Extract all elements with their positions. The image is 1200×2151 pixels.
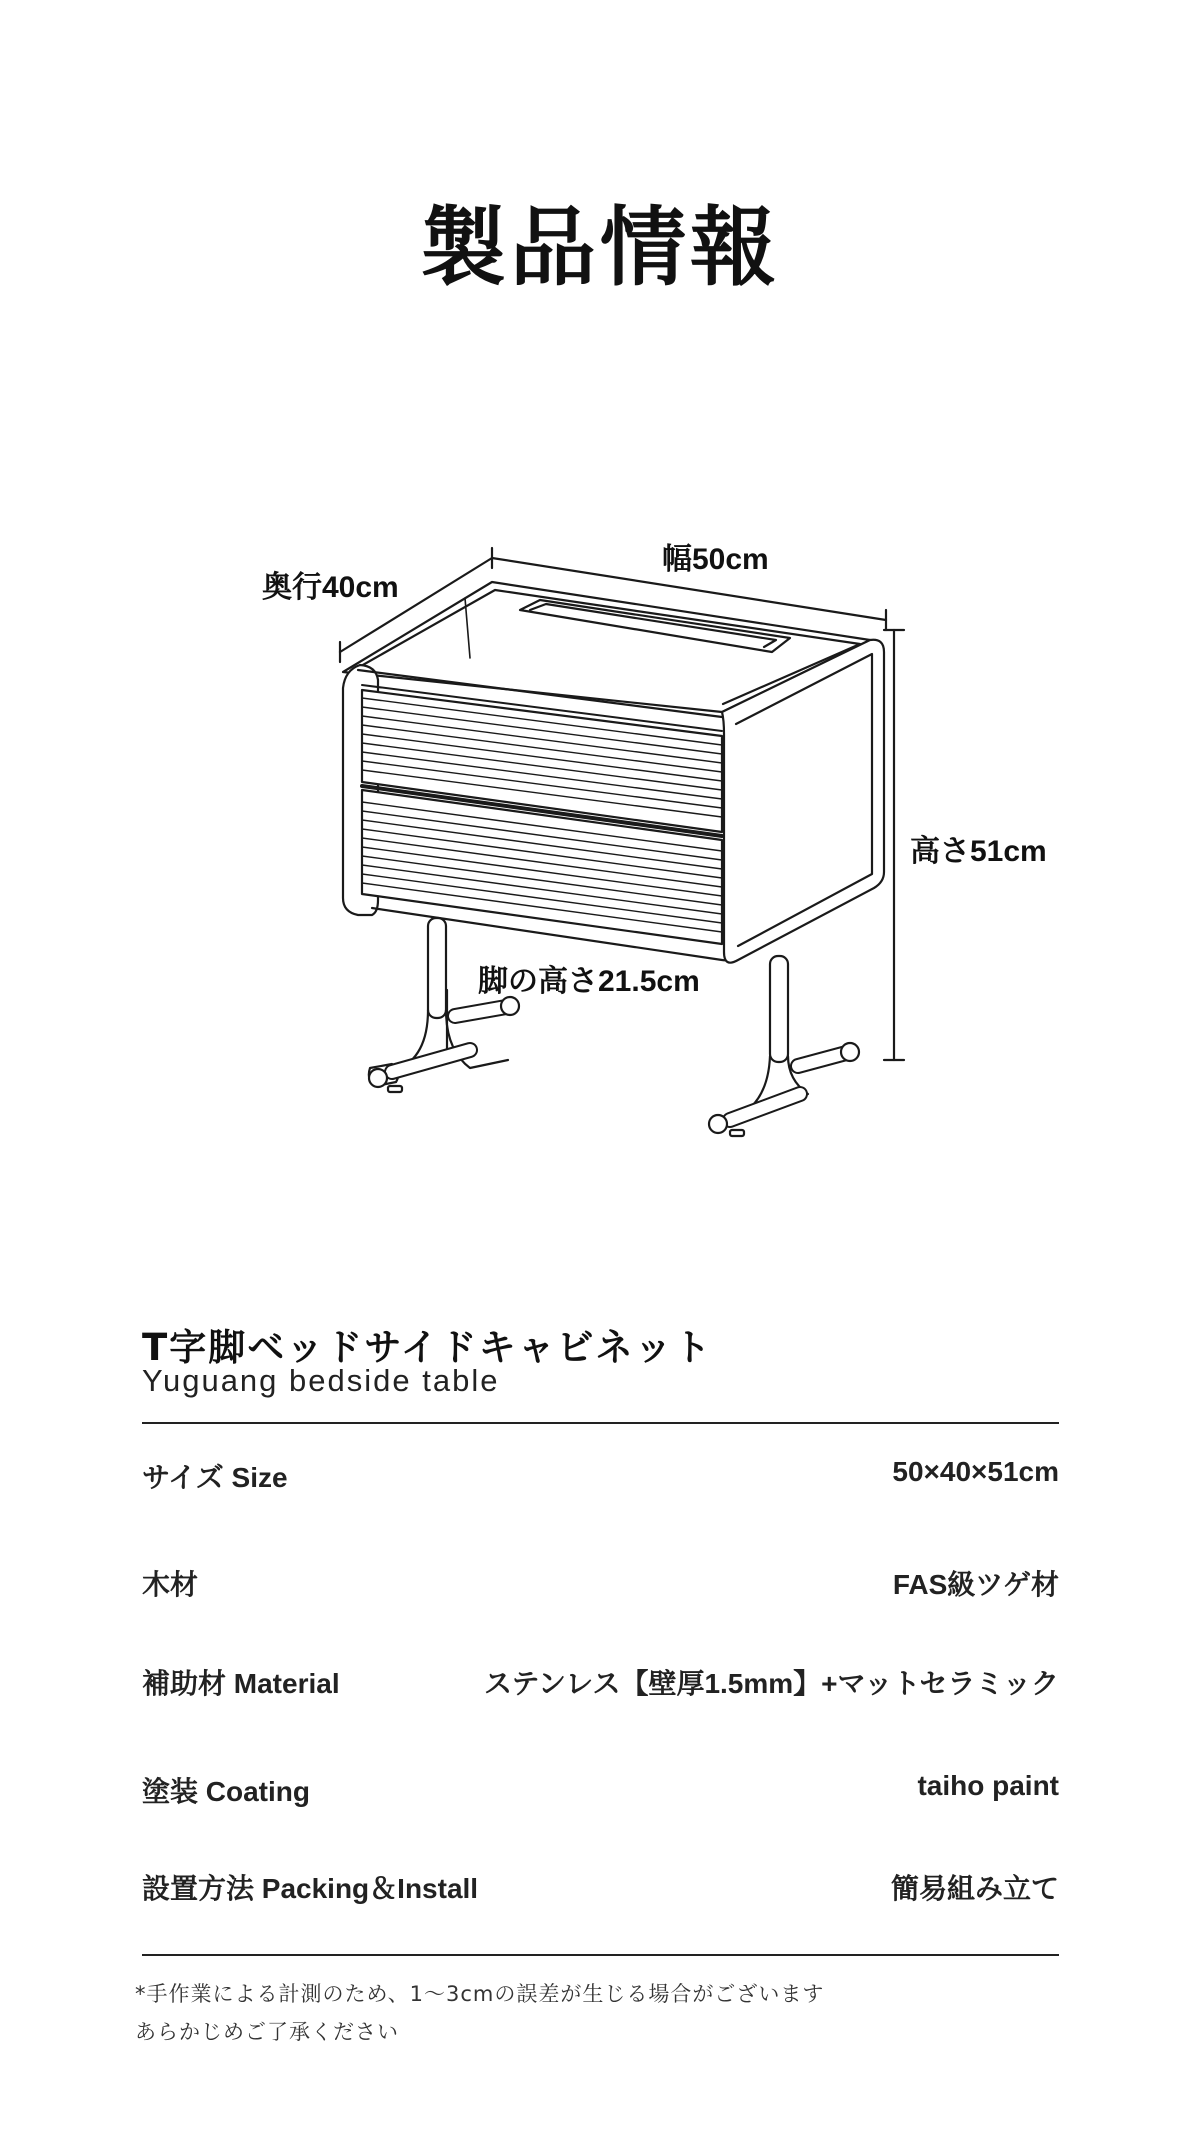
spec-value: 50×40×51cm bbox=[892, 1456, 1059, 1487]
depth-label: 奥行40cm bbox=[262, 571, 399, 604]
spec-row-wood bbox=[142, 1563, 1059, 1603]
spec-label: 補助材 Material bbox=[142, 1668, 340, 1699]
product-name-english: Yuguang bedside table bbox=[142, 1363, 500, 1398]
spec-row-material bbox=[142, 1662, 1059, 1702]
disclaimer-note-line2: あらかじめご了承ください bbox=[135, 2020, 399, 2044]
spec-row-size bbox=[142, 1456, 1059, 1496]
page-title: 製品情報 bbox=[420, 198, 780, 298]
product-dimension-illustration bbox=[0, 520, 1200, 1160]
product-name: T字脚ベッドサイドキャビネット bbox=[142, 1326, 713, 1369]
spec-row-coating bbox=[142, 1770, 1059, 1810]
spec-value: taiho paint bbox=[917, 1770, 1059, 1801]
height-label: 高さ51cm bbox=[910, 835, 1047, 868]
spec-row-install bbox=[142, 1867, 1059, 1907]
spec-value: FAS級ツゲ材 bbox=[892, 1569, 1059, 1600]
spec-value: 簡易組み立て bbox=[890, 1873, 1059, 1904]
spec-label: 塗装 Coating bbox=[142, 1776, 310, 1807]
top-divider bbox=[142, 1422, 1059, 1424]
width-label: 幅50cm bbox=[662, 543, 769, 576]
spec-label: 設置方法 Packing＆Install bbox=[142, 1873, 479, 1904]
spec-label: 木材 bbox=[142, 1569, 199, 1600]
bottom-divider bbox=[142, 1954, 1059, 1956]
leg-height-label: 脚の高さ21.5cm bbox=[478, 965, 700, 998]
spec-value: ステンレス【壁厚1.5mm】+マットセラミック bbox=[483, 1668, 1059, 1699]
disclaimer-note-line1: *手作業による計測のため、1〜3cmの誤差が生じる場合がございます bbox=[135, 1982, 825, 2006]
spec-label: サイズ Size bbox=[142, 1462, 288, 1493]
